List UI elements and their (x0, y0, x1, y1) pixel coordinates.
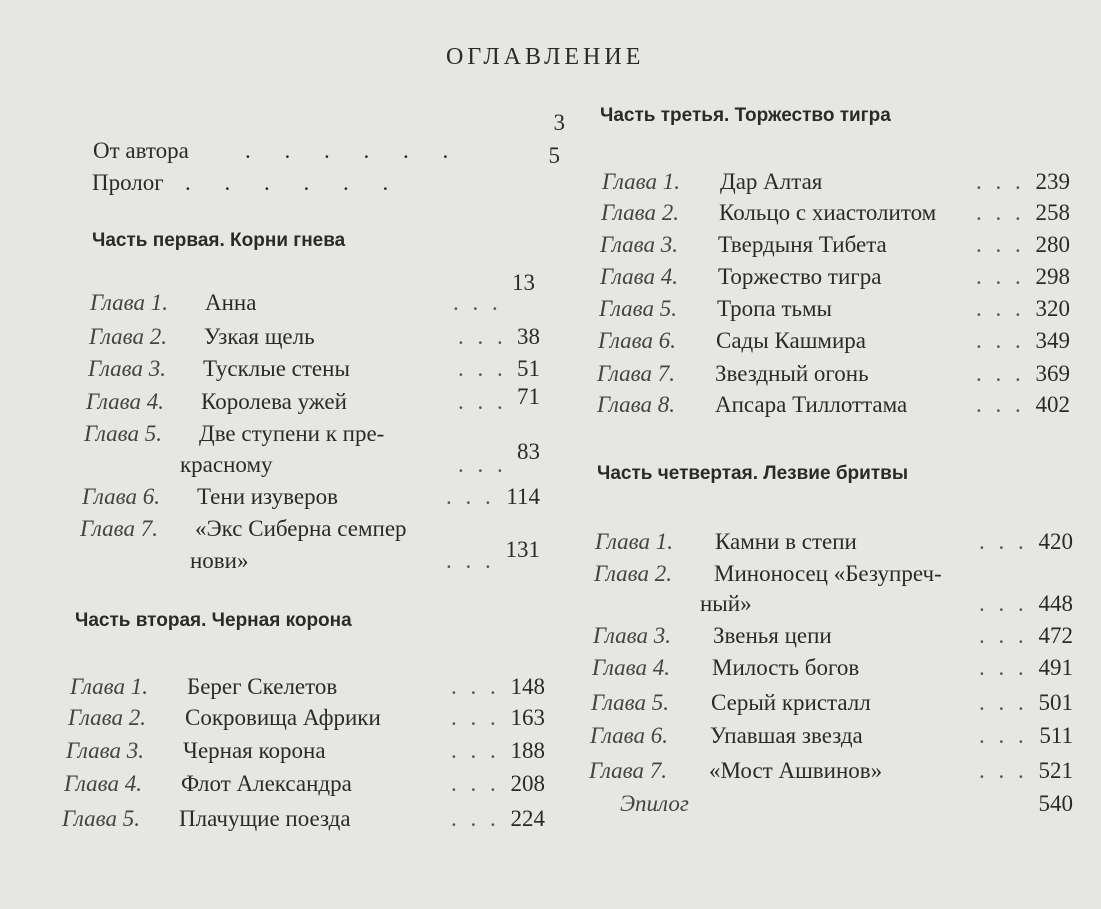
page-number: 448 (1038, 591, 1073, 616)
leader-dots: . . . (458, 356, 507, 381)
chapter-title: Узкая щель (204, 324, 315, 349)
chapter-title-continued: нови» (190, 548, 249, 573)
leader-dots: . . . (451, 674, 500, 699)
page-number: 51 (517, 356, 540, 381)
chapter-label: Глава 4. (64, 771, 142, 796)
leader-dots: . . . (458, 389, 507, 414)
front-title: От автора (93, 138, 189, 163)
chapter-label: Глава 7. (597, 361, 675, 386)
chapter-title-continued: ный» (700, 591, 752, 616)
leader-dots: . . . (458, 324, 507, 349)
leader-dots: . . . (979, 623, 1028, 648)
page-number: 114 (506, 484, 540, 509)
chapter-title: Черная корона (183, 738, 326, 763)
page-number: 280 (1035, 232, 1070, 257)
page-number: 83 (517, 439, 540, 464)
leader-dots: . . . (458, 452, 507, 477)
leader-dots: . . . (979, 655, 1028, 680)
page-number: 13 (512, 270, 535, 295)
leader-dots: . . . (976, 392, 1025, 417)
chapter-title: Сады Кашмира (716, 328, 866, 353)
chapter-title: Флот Александра (181, 771, 352, 796)
chapter-label: Глава 2. (594, 561, 672, 586)
chapter-title-continued: красному (180, 452, 273, 477)
chapter-label: Глава 3. (600, 232, 678, 257)
page-number: 472 (1038, 623, 1073, 648)
chapter-title: «Мост Ашвинов» (709, 758, 883, 783)
chapter-label: Глава 4. (600, 264, 678, 289)
chapter-title: Упавшая звезда (710, 723, 863, 748)
chapter-title: «Экс Сиберна семпер (195, 516, 407, 541)
page-number: 521 (1038, 758, 1073, 783)
page-number: 188 (510, 738, 545, 763)
leader-dots: . . . (979, 690, 1028, 715)
chapter-title: Сокровища Африки (185, 705, 381, 730)
leader-dots: . . . (976, 200, 1025, 225)
page-number: 320 (1035, 296, 1070, 321)
chapter-title: Дар Алтая (720, 169, 823, 194)
front-title: Пролог (92, 170, 164, 195)
leader-dots: . . . (979, 591, 1028, 616)
leader-dots: . . . (451, 738, 500, 763)
chapter-title: Тропа тьмы (717, 296, 832, 321)
chapter-label: Глава 6. (82, 484, 160, 509)
leader-dots: . . . (976, 296, 1025, 321)
leader-dots: . . . (979, 723, 1028, 748)
chapter-label: Глава 1. (595, 529, 673, 554)
leader-dots: . . . (976, 361, 1025, 386)
chapter-title: Твердыня Тибета (718, 232, 887, 257)
chapter-title: Две ступени к пре- (199, 421, 385, 446)
chapter-title: Апсара Тиллоттама (715, 392, 908, 417)
part-heading: Часть четвертая. Лезвие бритвы (597, 463, 909, 484)
chapter-title: Королева ужей (201, 389, 347, 414)
part-heading: Часть вторая. Черная корона (75, 610, 352, 631)
leader-dots: . . . (976, 232, 1025, 257)
chapter-label: Глава 5. (599, 296, 677, 321)
chapter-title: Торжество тигра (718, 264, 882, 289)
page-number: 349 (1035, 328, 1070, 353)
chapter-label: Глава 8. (597, 392, 675, 417)
chapter-title: Тусклые стены (203, 356, 350, 381)
chapter-label: Глава 7. (80, 516, 158, 541)
leader-dots: . . . (979, 758, 1028, 783)
page-number: 3 (553, 110, 565, 135)
chapter-label: Глава 3. (88, 356, 166, 381)
chapter-label: Глава 3. (66, 738, 144, 763)
part-heading: Часть первая. Корни гнева (92, 230, 346, 251)
chapter-label: Глава 2. (89, 324, 167, 349)
chapter-title: Милость богов (712, 655, 860, 680)
page-number: 208 (510, 771, 545, 796)
page-number: 239 (1035, 169, 1070, 194)
page-number: 491 (1038, 655, 1073, 680)
page-number: 402 (1035, 392, 1070, 417)
page-number: 71 (517, 384, 540, 409)
leader-dots: . . . . . . (245, 138, 463, 163)
leader-dots: . . . (451, 705, 500, 730)
chapter-title: Анна (205, 290, 257, 315)
leader-dots: . . . (976, 169, 1025, 194)
leader-dots: . . . (976, 328, 1025, 353)
leader-dots: . . . . . . (185, 170, 403, 195)
chapter-title: Звенья цепи (713, 623, 832, 648)
leader-dots: . . . (446, 548, 495, 573)
chapter-label: Глава 5. (84, 421, 162, 446)
chapter-label: Глава 4. (86, 389, 164, 414)
chapter-label: Глава 7. (589, 758, 667, 783)
page-number: 148 (510, 674, 545, 699)
part-heading: Часть третья. Торжество тигра (600, 105, 891, 126)
page-number: 420 (1038, 529, 1073, 554)
leader-dots: . . . (446, 484, 495, 509)
chapter-title: Берег Скелетов (187, 674, 338, 699)
page-number: 540 (1038, 791, 1073, 816)
chapter-title: Кольцо с хиастолитом (719, 200, 937, 225)
chapter-title: Звездный огонь (715, 361, 869, 386)
page-number: 5 (548, 143, 560, 168)
page-number: 131 (505, 537, 540, 562)
leader-dots: . . . (453, 290, 502, 315)
chapter-label: Глава 2. (68, 705, 146, 730)
page-title: ОГЛАВЛЕНИЕ (446, 44, 645, 70)
page-number: 224 (510, 806, 545, 831)
page-number: 298 (1035, 264, 1070, 289)
leader-dots: . . . (451, 806, 500, 831)
chapter-label: Глава 1. (70, 674, 148, 699)
page-number: 258 (1035, 200, 1070, 225)
chapter-label: Глава 6. (598, 328, 676, 353)
chapter-label: Глава 5. (591, 690, 669, 715)
page-number: 163 (510, 705, 545, 730)
chapter-label: Глава 6. (590, 723, 668, 748)
leader-dots: . . . (451, 771, 500, 796)
chapter-label: Глава 1. (602, 169, 680, 194)
chapter-title: Плачущие поезда (179, 806, 351, 831)
page-number: 501 (1038, 690, 1073, 715)
chapter-title: Серый кристалл (711, 690, 871, 715)
page-number: 511 (1039, 723, 1073, 748)
page-number: 38 (517, 324, 540, 349)
chapter-title: Камни в степи (715, 529, 857, 554)
chapter-label: Глава 4. (592, 655, 670, 680)
chapter-label: Глава 3. (593, 623, 671, 648)
chapter-label: Глава 2. (601, 200, 679, 225)
page-number: 369 (1035, 361, 1070, 386)
chapter-label: Глава 5. (62, 806, 140, 831)
epilogue-title: Эпилог (620, 791, 689, 816)
chapter-title: Тени изуверов (197, 484, 338, 509)
leader-dots: . . . (979, 529, 1028, 554)
chapter-title: Миноносец «Безупреч- (714, 561, 942, 586)
leader-dots: . . . (976, 264, 1025, 289)
chapter-label: Глава 1. (90, 290, 168, 315)
